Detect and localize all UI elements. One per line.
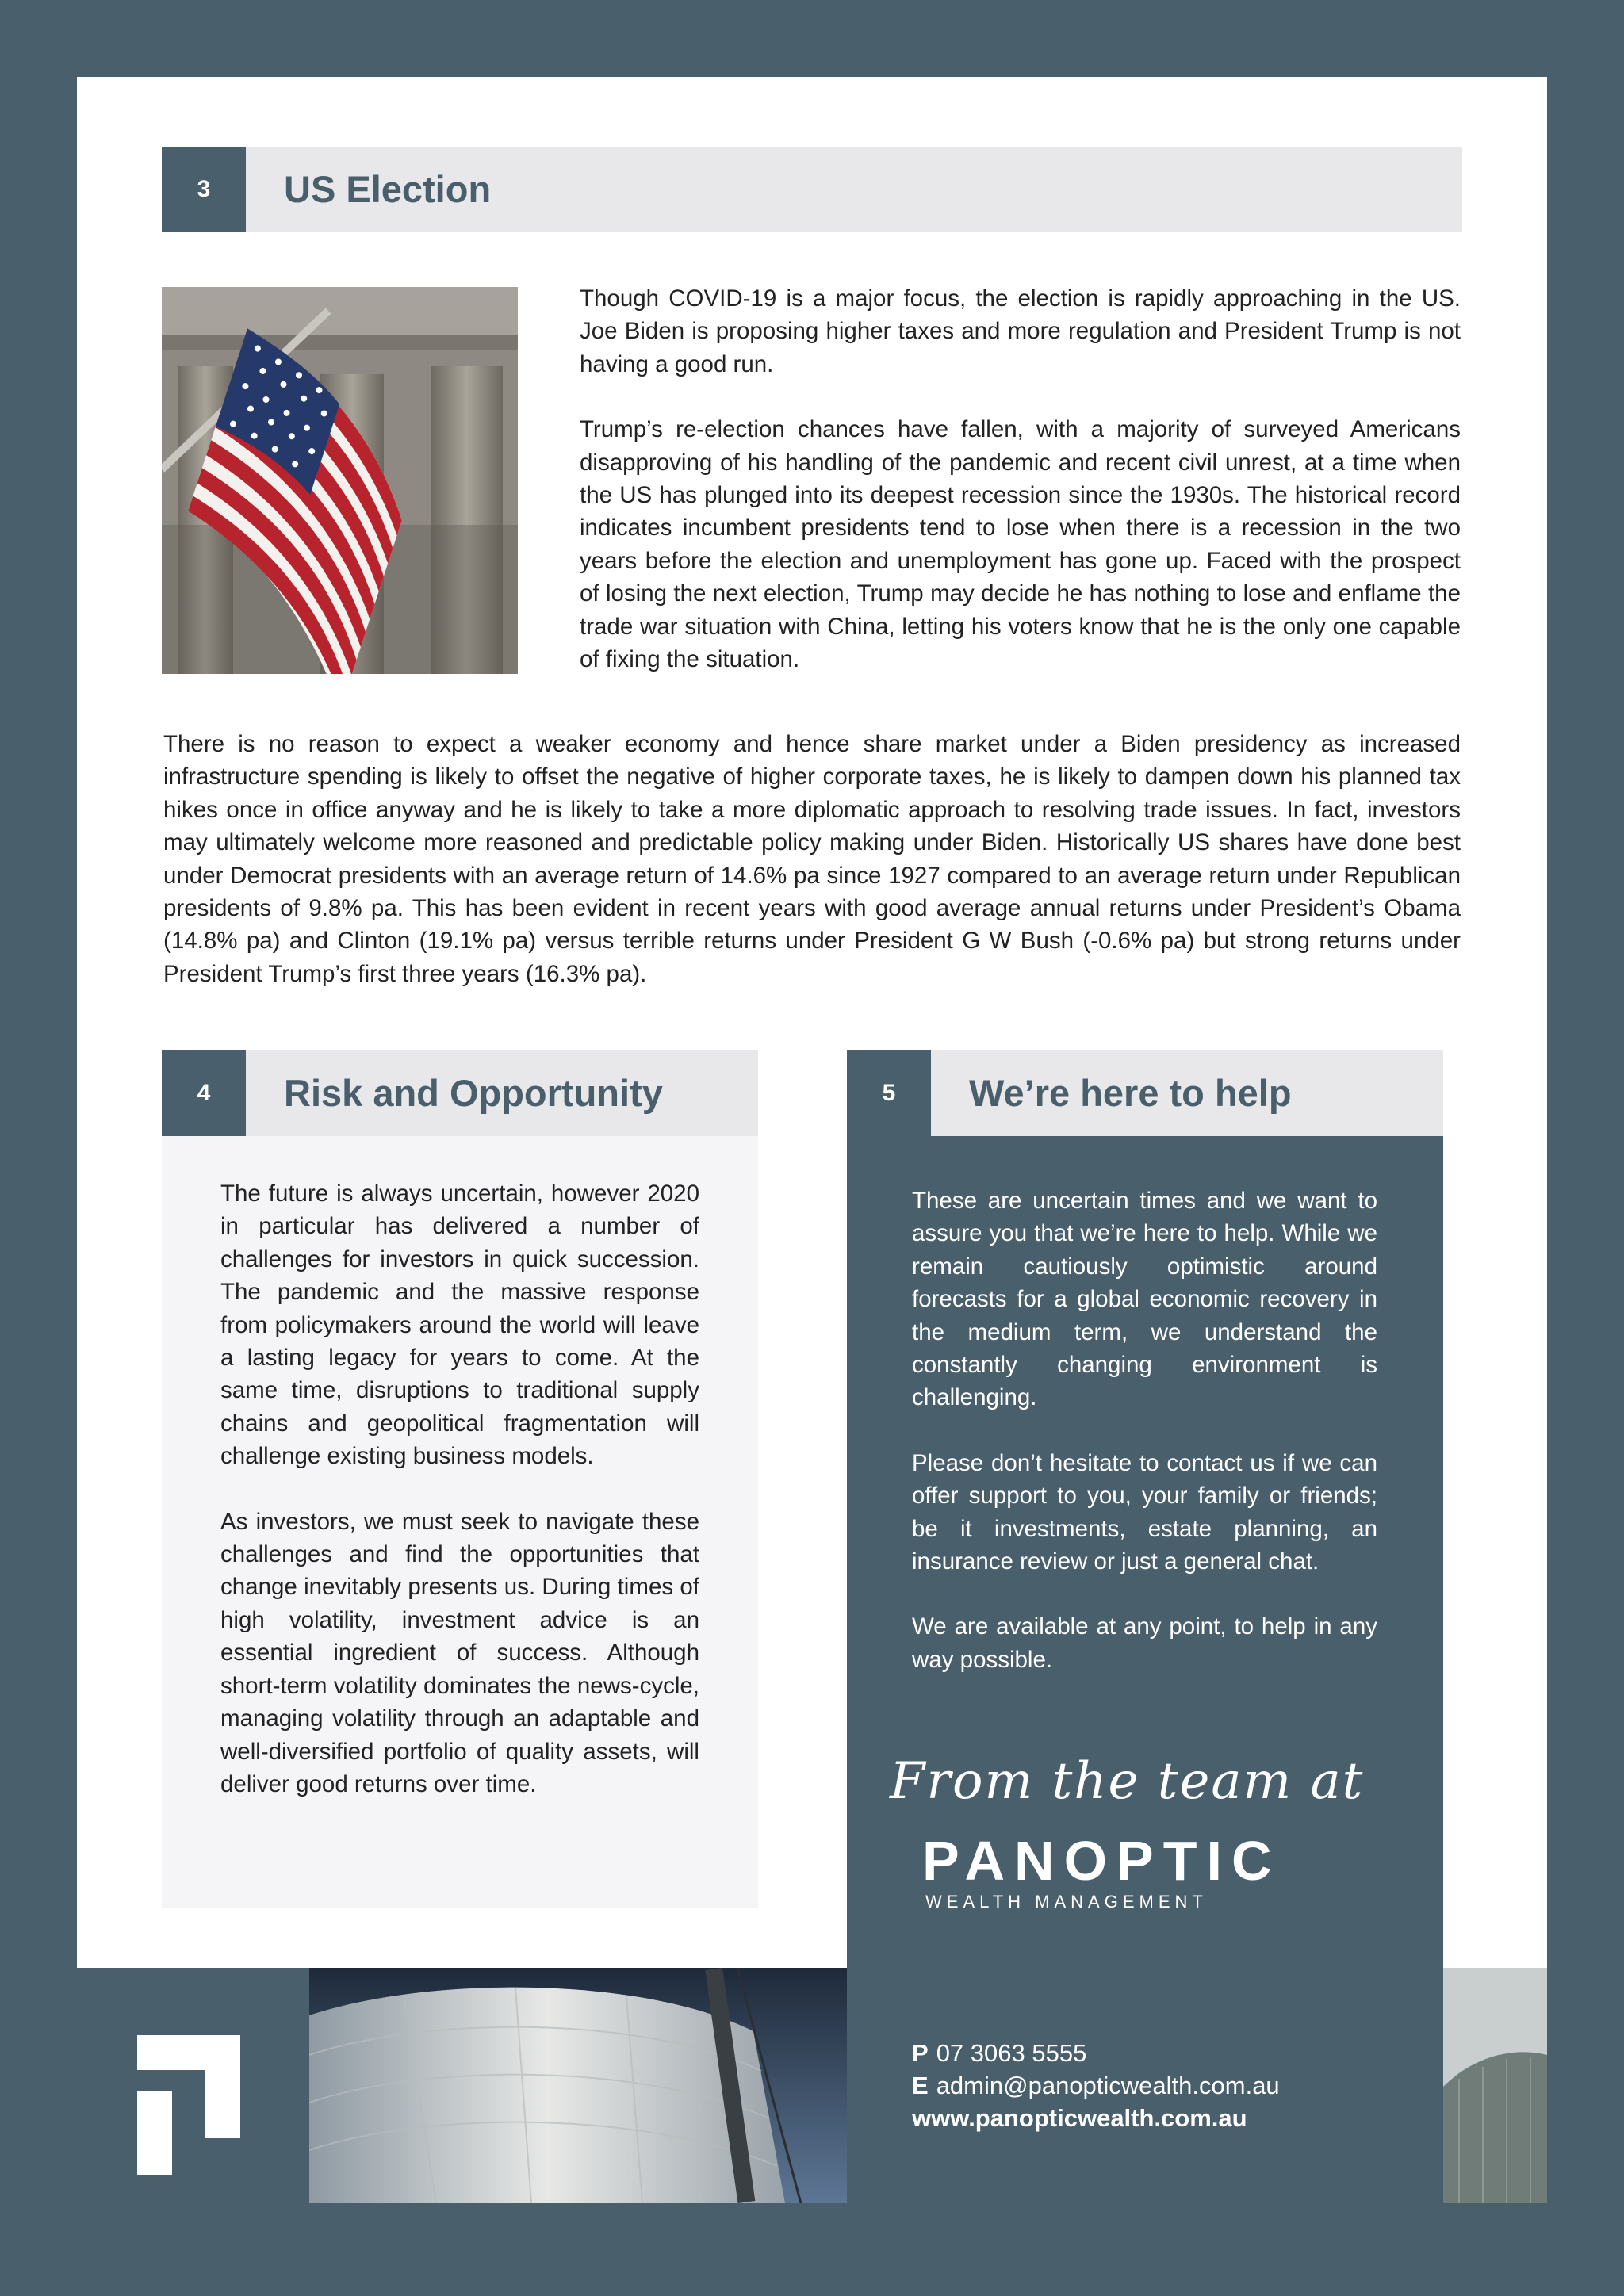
- section-5-number: 5: [847, 1050, 931, 1136]
- section-3-intro-text: [580, 282, 1461, 675]
- email-label: E: [912, 2072, 929, 2099]
- section-5-text: [912, 1184, 1377, 1676]
- section-4-paragraph-2: As investors, we must seek to navigate these challenges and find the opportunities that change inevitably presents us. During times of high volatility, investment advice is an essential ingredient of success. Although short-term volatility dominates the news-cycle, managing volatility through an adaptable and well-diversified portfolio of quality assets, will deliver good returns over time.: [220, 1508, 699, 1797]
- section-3-header: [162, 147, 1462, 232]
- contact-email: [912, 2072, 1280, 2100]
- section-5-header: [847, 1050, 1443, 1136]
- brand-subtitle: WEALTH MANAGEMENT: [925, 1892, 1208, 1911]
- brand-name: PANOPTIC: [922, 1830, 1281, 1892]
- phone-label: P: [912, 2039, 929, 2067]
- section-4-text: [220, 1177, 699, 1800]
- contact-website: [912, 2104, 1247, 2133]
- footer-building-image-right: [1443, 1968, 1547, 2203]
- section-3-paragraph-1: Though COVID-19 is a major focus, the election is rapidly approaching in the US. Joe Biden is proposing higher taxes and more regulation and President Trump is not having a good run.: [580, 285, 1461, 377]
- section-5-paragraph-2: Please don’t hesitate to contact us if we can offer support to you, your family or friends; be it investments, estate planning, an insurance review or just a general chat.: [912, 1449, 1377, 1575]
- panoptic-corner-logo-icon: [137, 2035, 240, 2175]
- section-4-paragraph-1: The future is always uncertain, however 2020 in particular has delivered a number of challenges for investors in quick succession. The pandemic and the massive response from policymakers around the world will leave a lasting legacy for years to come. At the same time, disruptions to traditional supply chains and geopolitical fragmentation will challenge existing business models.: [220, 1181, 699, 1470]
- contact-phone: [912, 2039, 1086, 2068]
- section-4-number: 4: [162, 1050, 246, 1136]
- phone-number[interactable]: 07 3063 5555: [936, 2039, 1087, 2067]
- us-flag-photo: [162, 287, 518, 674]
- signoff-script: From the team at: [890, 1752, 1365, 1811]
- section-3-number: 3: [162, 147, 246, 232]
- section-3-paragraph-2: Trump’s re-election chances have fallen, with a majority of surveyed Americans disapproving of his handling of the pandemic and recent civil unrest, at a time when the US has plunged into its deepest recession since the 1930s. The historical record indicates incumbent presidents tend to lose when there is a recession in the two years before the election and unemployment has gone up. Faced with the prospect of losing the next election, Trump may decide he has nothing to lose and enflame the trade war situation with China, letting his voters know that he is the only one capable of fixing the situation.: [580, 416, 1461, 673]
- section-5-paragraph-1: These are uncertain times and we want to assure you that we’re here to help. While we remain cautiously optimistic around forecasts for a global economic recovery in the medium term, we understand the constantly changing environment is challenging.: [912, 1188, 1377, 1411]
- footer-building-photo-right: [1443, 1968, 1547, 2203]
- footer-building-photo: [309, 1968, 847, 2203]
- section-3-title: US Election: [284, 168, 492, 210]
- us-flag-image: [162, 287, 518, 674]
- footer-building-image: [309, 1968, 847, 2203]
- website-link[interactable]: www.panopticwealth.com.au: [912, 2104, 1247, 2132]
- section-3-paragraph-3: There is no reason to expect a weaker economy and hence share market under a Biden presidency as increased infrastructure spending is likely to offset the negative of higher corporate taxes, he is likely to dampen down his planned tax hikes once in office anyway and he is likely to take a more diplomatic approach to resolving trade issues. In fact, investors may ultimately welcome more reasoned and predictable policy making under Biden. Historically US shares have done best under Democrat presidents with an average return of 14.6% pa since 1927 compared to an average return under Republican presidents of 9.8% pa. This has been evident in recent years with good average annual returns under President’s Obama (14.8% pa) and Clinton (19.1% pa) versus terrible returns under President G W Bush (-0.6% pa) but strong returns under President Trump’s first three years (16.3% pa).: [163, 731, 1461, 987]
- section-4-header: [162, 1050, 758, 1136]
- section-3-full-width-text: [163, 728, 1461, 990]
- section-4-title: Risk and Opportunity: [284, 1072, 663, 1114]
- section-5-paragraph-3: We are available at any point, to help in any way possible.: [912, 1613, 1377, 1673]
- email-link[interactable]: admin@panopticwealth.com.au: [936, 2072, 1280, 2099]
- section-5-title: We’re here to help: [969, 1072, 1292, 1114]
